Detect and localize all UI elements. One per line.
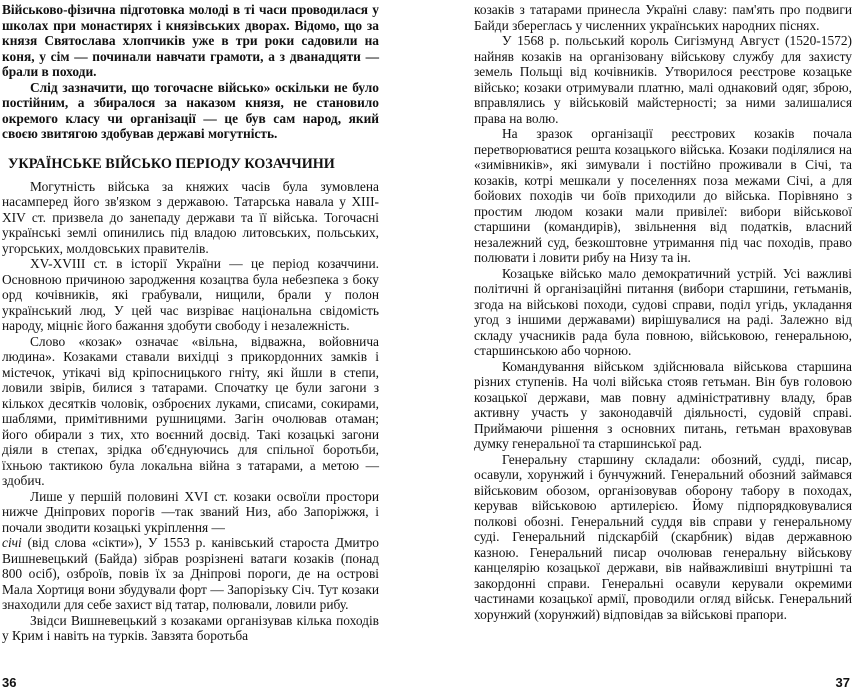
- body-paragraph: Козацьке військо мало демократичний устрій. Усі важливі політичні й організаційні питання (вибори старшини, гетьманів, згода на військові походи, судові справи, поділ угідь, укладання угод з іншими державами) вирішувалися на раді. Залежно від складу учасників рада була повною, військовою, генеральною, старшинською або чорною.: [474, 265, 852, 358]
- sich-term: січі: [2, 535, 22, 550]
- left-page-text: [2, 2, 379, 644]
- body-paragraph: XV-XVIII ст. в історії України — це період козаччини. Основною причиною зародження козацтва була небезпека з боку орд кочівників, які грабували, нищили, брали у полон український люд, У цей час визріває національна свідомість народу, міцніє його бажання здобути свободу і незалежність.: [2, 256, 379, 333]
- page-number-left: 36: [2, 675, 17, 690]
- body-paragraph: На зразок організації реєстрових козаків почала перетворюватися решта козацького війська. Козаки поділялися на «зимівників», які зимували і постійно проживали в Січі, та козаків, котрі мешкали у поселеннях поза межами Січі, а для бойових походів чи боїв приходили до війська. Порівняно з простим людом козаки мали привілеї: вибори військової старшини (командирів), звільнення від податків, власний незалежний суд, безкоштовне утримання під час походів, право полювати і ловити рибу на Низу та ін.: [474, 126, 852, 265]
- page-number-right: 37: [835, 675, 850, 690]
- body-text: Лише у першій половині XVI ст. козаки освоїли простори нижче Дніпрових порогів —так званий Низ, або Запоріжжя, і почали зводити козацькі укріплення —: [2, 488, 379, 535]
- body-paragraph: Звідси Вишневецький з козаками організував кілька походів у Крим і навіть на турків. Завзята боротьба: [2, 612, 379, 643]
- section-heading: УКРАЇНСЬКЕ ВІЙСЬКО ПЕРІОДУ КОЗАЧЧИНИ: [8, 155, 335, 172]
- intro-paragraph: Слід зазначити, що тогочасне військо» оскільки не було постійним, а збиралося за наказом князя, не становило окремого класу чи організації — це був сам народ, який своєю звитягою здобував державі могутність.: [2, 79, 379, 141]
- body-paragraph: Командування військом здійснювала військова старшина різних ступенів. На чолі війська стояв гетьман. Він був головою козацької держави, мав повну адміністративну владу, брав активну участь у законодавчій діяльності, судовій справі. Приймаючи рішення з основних питань, гетьман враховував думку генеральної та старшинської рад.: [474, 358, 852, 451]
- intro-paragraph: Військово-фізична підготовка молоді в ті часи проводилася у школах при монастирях і князівських дворах. Відомо, що за князя Святослава хлопчиків уже в три роки садовили на коня, у сім — починали навчати грамоти, а з дванадцяти — брали в походи.: [2, 2, 379, 79]
- body-text: (від слова «сікти»), У 1553 р. канівський староста Дмитро Вишневецький (Байда) зібрав розрізнені ватаги козаків (понад 800 осіб), озброїв, повів їх за Дніпрові пороги, де на острові Мала Хортиця вони збудували форт — Запорізьку Січ. Тут козаки знаходили для себе захист від татар, полювали, ловили рибу.: [2, 535, 379, 612]
- right-page-text: [474, 2, 852, 622]
- body-paragraph: Генеральну старшину складали: обозний, судді, писар, осавули, хорунжий і бунчужний. Генеральний обозний займався військовим обозом, організовував оборону табору в походах, керував військовою артилерією. Йому підпорядковувалися полкові обозні. Генеральний суддя вів справи у генеральному суді. Генеральний підскарбій (скарбник) відав державною казною. Генеральний писар очолював генеральну військову канцелярію козацької держави, вів найважливіші внутрішні та закордонні справи. Генеральні осавули керували окремими частинами козацької армії, проводили огляд військ. Генеральний хорунжий (хорунжий) відповідав за військові прапори.: [474, 451, 852, 622]
- body-paragraph: Могутність війська за княжих часів була зумовлена насамперед його зв'язком з державою. Татарська навала у XIII-XIV ст. призвела до занепаду держави та її війська. Тогочасні українські землі опинились під владою литовських, польських, угорських, молдовських правителів.: [2, 178, 379, 256]
- body-paragraph: У 1568 р. польський король Сигізмунд Август (1520-1572) найняв козаків на організовану військову службу для захисту земель Польщі від кочівників. Утворилося реєстрове козацьке військо; козаки отримували платню, малі однаковий одяг, зброю, вправлялись у військовій майстерності; за ними залишалися права на волю.: [474, 33, 852, 126]
- body-paragraph: Слово «козак» означає «вільна, відважна, войовнича людина». Козаками ставали вихідці з прикордонних замків і містечок, утікачі від кріпосницького гніту, які йшли в степи, ловили звірів, билися з татарами. Спочатку це були загони з кількох десятків чоловік, озброєних луками, списами, сокирами, шаблями, примітивними рушницями. Загін очолював отаман; його обирали з тих, хто воєнний досвід. Такі козацькі загони діяли в степах, зрідка об'єднуючись для спільної боротьби, їхньою тактикою була локальна війна з татарами, а метою — здобич.: [2, 333, 379, 488]
- body-paragraph: козаків з татарами принесла Україні славу: пам'ять про подвиги Байди збереглась у численних українських народних піснях.: [474, 2, 852, 33]
- body-paragraph: [2, 489, 379, 613]
